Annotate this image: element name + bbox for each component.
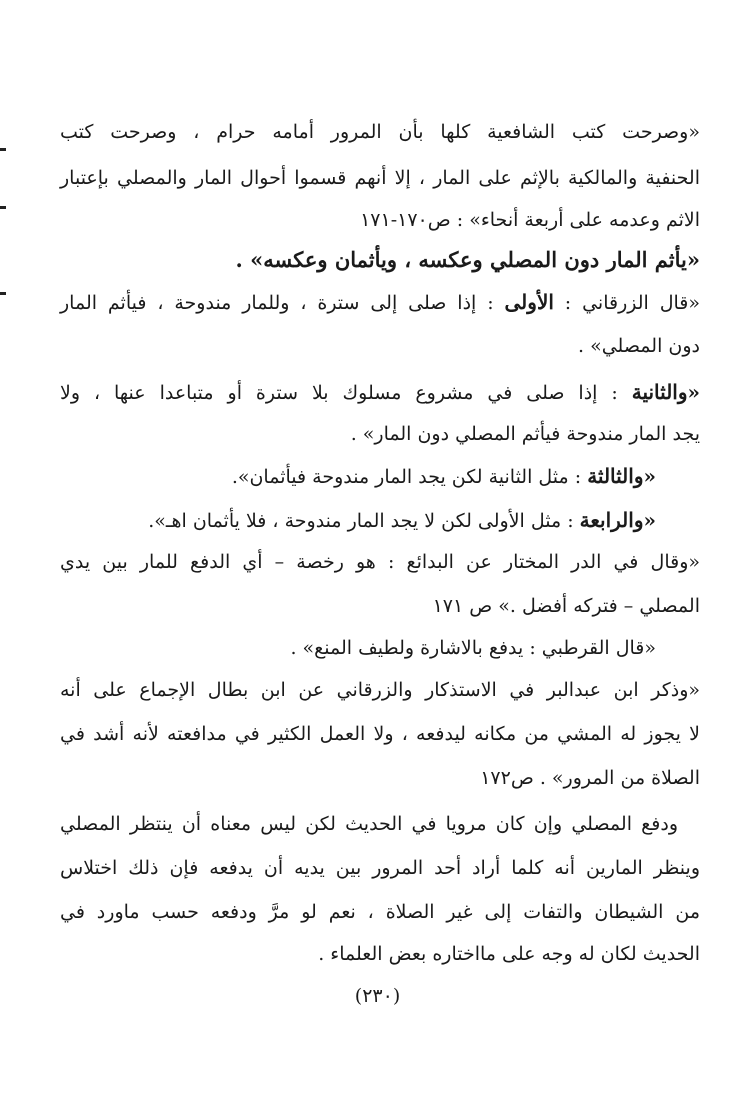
text-line: الحديث لكان له وجه على مااختاره بعض العلماء . (318, 943, 700, 965)
line-rest: : مثل الثانية لكن يجد المار مندوحة فيأثمان». (231, 466, 588, 488)
text-line (60, 290, 700, 315)
text-line: لا يجوز له المشي من مكانه ليدفعه ، ولا العمل الكثير في مدافعته لأنه أشد في (60, 723, 700, 745)
line-rest: : إذا صلى في مشروع مسلوك بلا سترة أو متباعدا عنها ، ولا (60, 382, 632, 404)
text-line (60, 464, 656, 489)
margin-mark (0, 206, 6, 209)
line-rest: : مثل الأولى لكن لا يجد المار مندوحة ، فلا يأثمان اهـ». (148, 510, 580, 532)
text-line: وينظر المارين أنه كلما أراد أحد المرور بين يديه أن يدفعه فإن ذلك اختلاس (60, 857, 700, 879)
bold-term: «والثانية (631, 380, 700, 404)
line-lead: «قال الزرقاني : (553, 292, 701, 314)
bold-term: الأولى (504, 290, 554, 314)
text-line (60, 508, 656, 533)
page-number: (٢٣٠) (354, 985, 401, 1007)
margin-mark (0, 292, 6, 295)
text-line: المصلي – فتركه أفضل .» ص ١٧١ (432, 595, 700, 617)
line-rest: : إذا صلى إلى سترة ، وللمار مندوحة ، فيأثم المار (60, 292, 505, 314)
margin-mark (0, 148, 6, 151)
text-line: الصلاة من المرور» . ص١٧٢ (480, 767, 700, 789)
text-line: «وقال في الدر المختار عن البدائع : هو رخصة – أي الدفع للمار بين يدي (60, 551, 700, 573)
text-line: الاثم وعدمه على أربعة أنحاء» : ص١٧٠-١٧١ (360, 209, 700, 231)
section-heading: «يأثم المار دون المصلي وعكسه ، ويأثمان وعكسه» . (235, 247, 700, 272)
text-line: يجد المار مندوحة فيأثم المصلي دون المار» . (350, 423, 700, 445)
text-line: من الشيطان والتفات إلى غير الصلاة ، نعم لو مرَّ ودفعه حسب ماورد في (60, 901, 700, 923)
text-line: دون المصلي» . (578, 335, 700, 357)
text-line: الحنفية والمالكية بالإثم على المار ، إلا أنهم قسموا أحوال المار والمصلي بإعتبار (60, 167, 700, 189)
text-line: ودفع المصلي وإن كان مرويا في الحديث لكن ليس معناه أن ينتظر المصلي (60, 813, 678, 835)
text-line: «قال القرطبي : يدفع بالاشارة ولطيف المنع» . (290, 637, 656, 659)
text-line: «وذكر ابن عبدالبر في الاستذكار والزرقاني عن ابن بطال الإجماع على أنه (60, 679, 700, 701)
text-line (60, 380, 700, 405)
text-line: «وصرحت كتب الشافعية كلها بأن المرور أمامه حرام ، وصرحت كتب (60, 121, 700, 143)
bold-term: «والرابعة (579, 508, 656, 532)
bold-term: «والثالثة (587, 464, 656, 488)
